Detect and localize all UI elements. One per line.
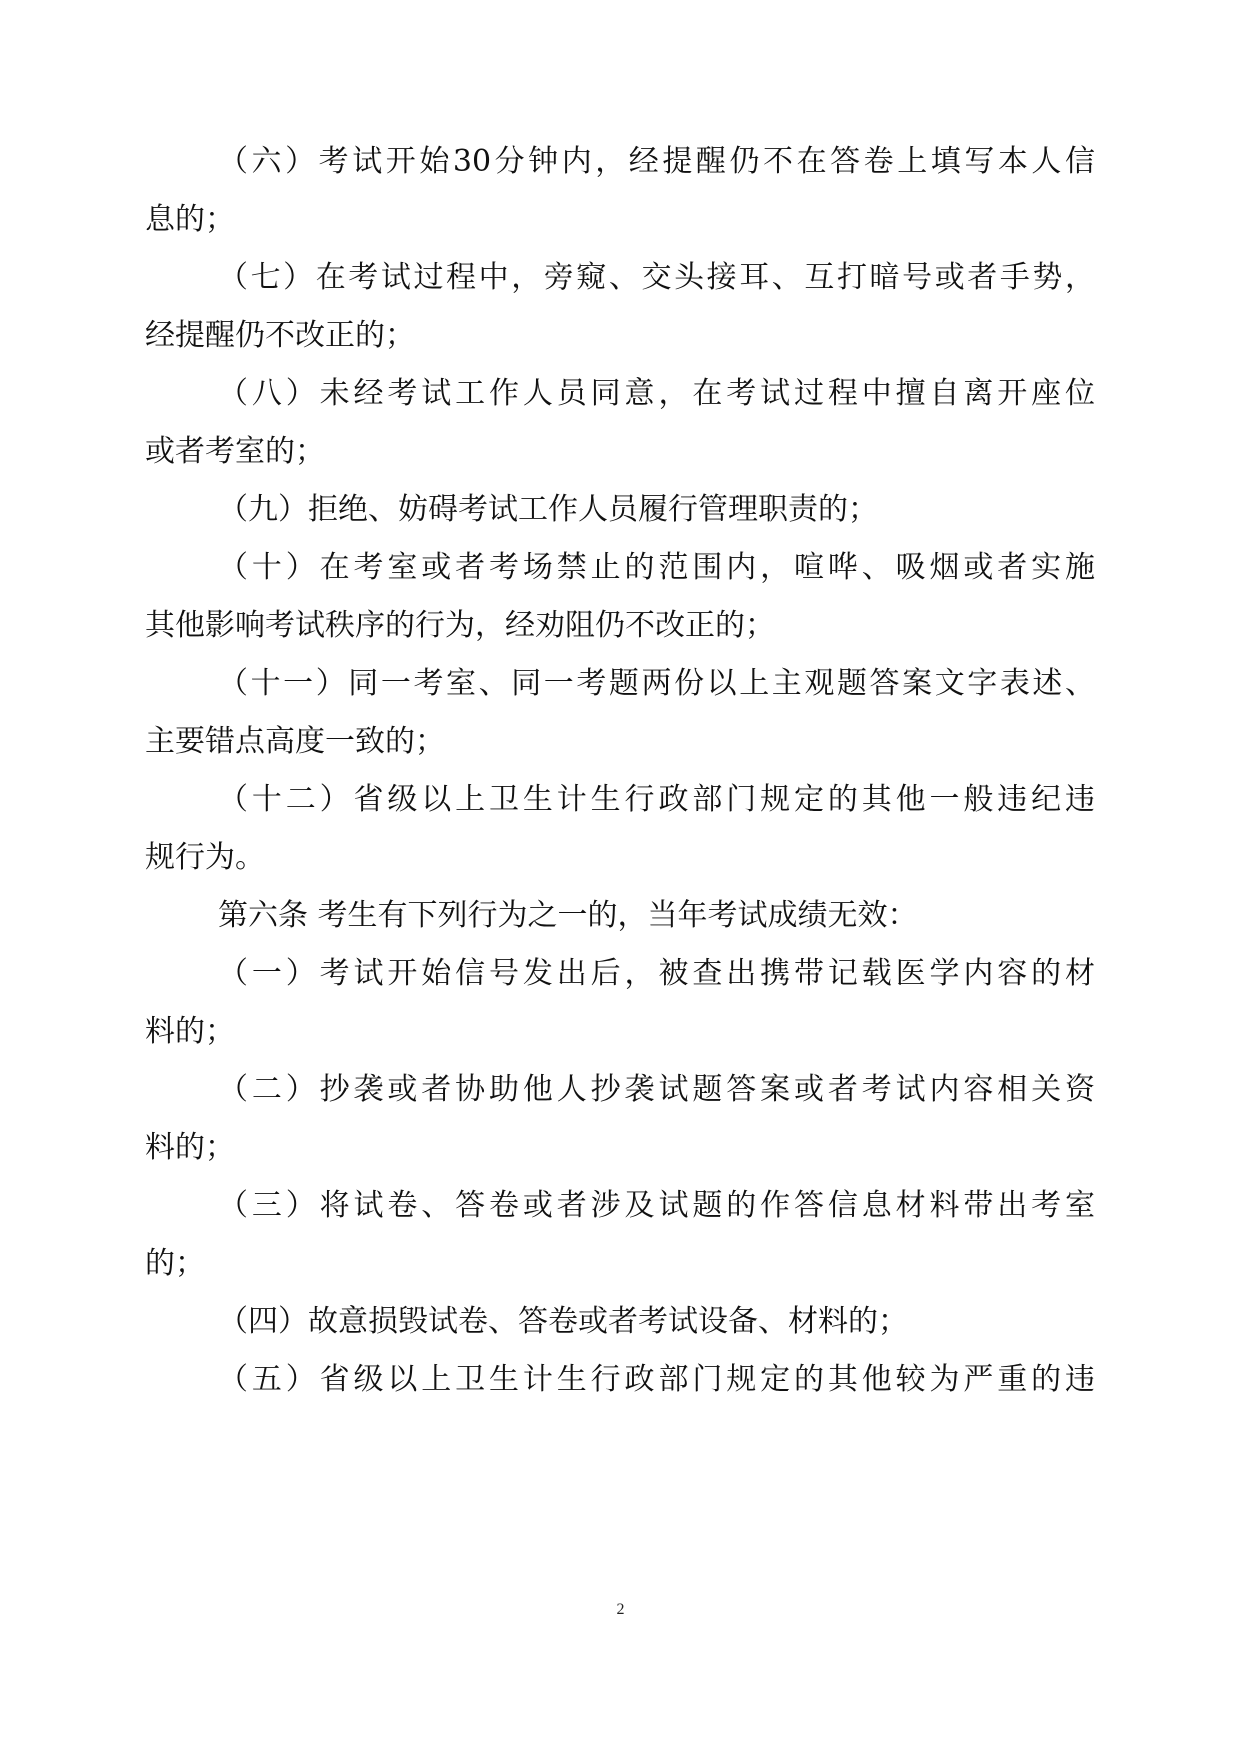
text-line: （五）省级以上卫生计生行政部门规定的其他较为严重的违 bbox=[218, 1362, 1095, 1397]
text-line: （七）在考试过程中，旁窥、交头接耳、互打暗号或者手势， bbox=[218, 260, 1095, 295]
text-line: （九）拒绝、妨碍考试工作人员履行管理职责的； bbox=[218, 492, 878, 527]
article-heading: 第六条 考生有下列行为之一的，当年考试成绩无效： bbox=[218, 898, 918, 933]
text-line: （三）将试卷、答卷或者涉及试题的作答信息材料带出考室 bbox=[218, 1188, 1095, 1223]
text-line: （二）抄袭或者协助他人抄袭试题答案或者考试内容相关资 bbox=[218, 1072, 1095, 1107]
text-line: （十一）同一考室、同一考题两份以上主观题答案文字表述、 bbox=[218, 666, 1095, 701]
text-line: （六）考试开始30分钟内，经提醒仍不在答卷上填写本人信 bbox=[218, 144, 1095, 179]
text-line: 料的； bbox=[145, 1014, 235, 1049]
page-number: 2 bbox=[616, 1601, 625, 1618]
text-line: （四）故意损毁试卷、答卷或者考试设备、材料的； bbox=[218, 1304, 908, 1339]
text-line: 经提醒仍不改正的； bbox=[145, 318, 415, 353]
text-line: （八）未经考试工作人员同意，在考试过程中擅自离开座位 bbox=[218, 376, 1095, 411]
text-line: 其他影响考试秩序的行为，经劝阻仍不改正的； bbox=[145, 608, 775, 643]
text-line: 或者考室的； bbox=[145, 434, 325, 469]
text-line: （十二）省级以上卫生计生行政部门规定的其他一般违纪违 bbox=[218, 782, 1095, 817]
text-line: （十）在考室或者考场禁止的范围内，喧哗、吸烟或者实施 bbox=[218, 550, 1095, 585]
text-line: 料的； bbox=[145, 1130, 235, 1165]
text-line: 息的； bbox=[145, 202, 235, 237]
text-line: 主要错点高度一致的； bbox=[145, 724, 445, 759]
text-line: 规行为。 bbox=[145, 840, 265, 875]
text-line: 的； bbox=[145, 1246, 205, 1281]
text-line: （一）考试开始信号发出后，被查出携带记载医学内容的材 bbox=[218, 956, 1095, 991]
